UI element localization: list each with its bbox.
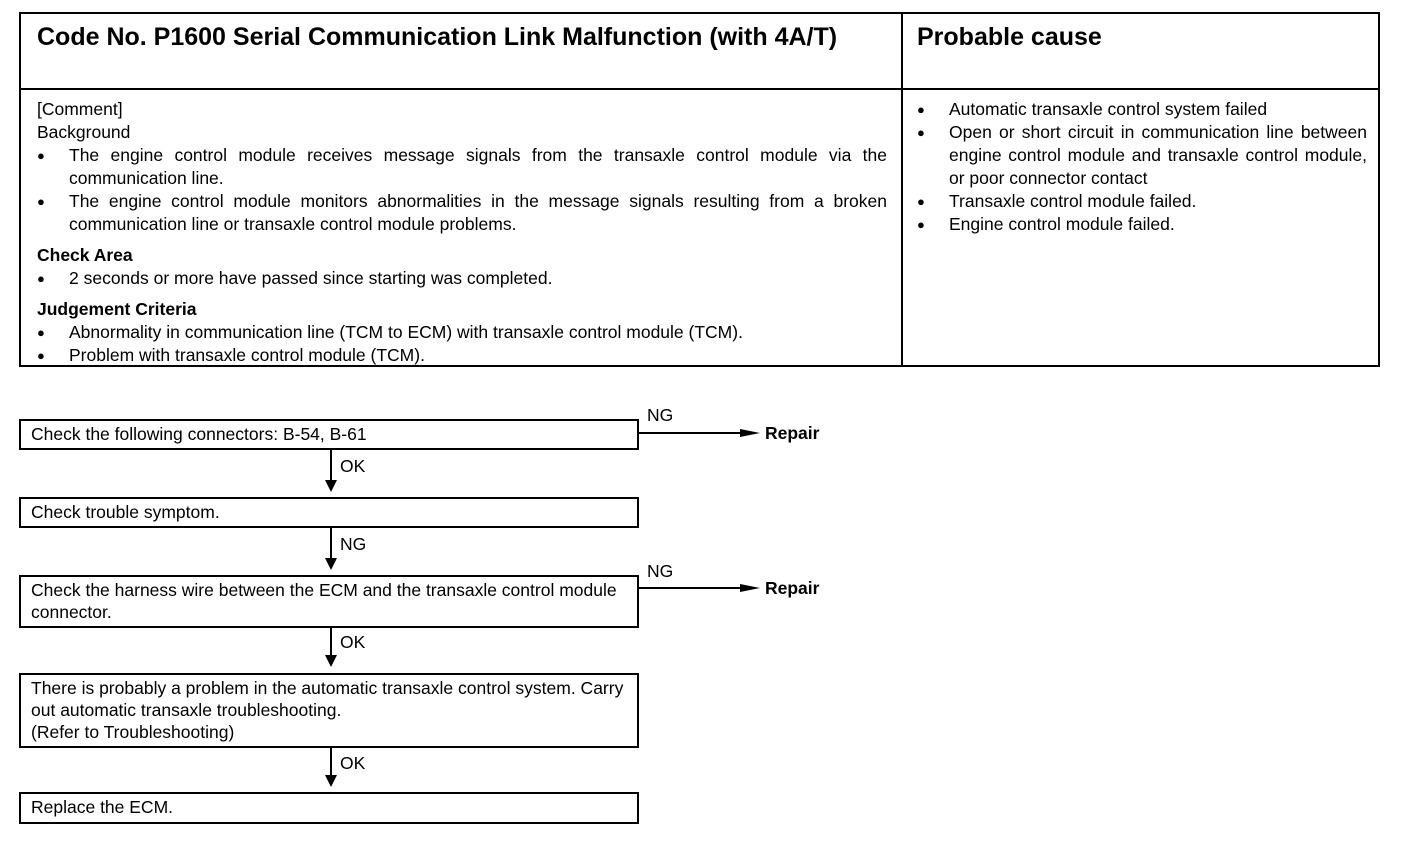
arrow-down-icon — [325, 655, 337, 667]
probable-cause-heading: Probable cause — [917, 23, 1102, 51]
comment-label: [Comment] — [37, 99, 123, 119]
arrow-right-icon — [740, 429, 760, 437]
flow-step-text: There is probably a problem in the automatic transaxle control system. Carry out automatic transaxle troubleshooting. — [31, 678, 624, 720]
flow-step-transaxle-troubleshooting — [19, 673, 639, 748]
repair-label: Repair — [765, 423, 820, 443]
check-area-heading: Check Area — [37, 245, 133, 265]
flow-step-text: Check the harness wire between the ECM and the transaxle control module connector. — [31, 580, 617, 622]
diagnosis-table — [19, 12, 1380, 367]
probable-cause-section — [917, 98, 1367, 236]
arrow-down-icon — [325, 558, 337, 570]
arrow-down-icon — [325, 480, 337, 492]
ng-label: NG — [647, 405, 674, 425]
flow-step-text: Check the following connectors: B-54, B-61 — [31, 424, 367, 444]
flow-step-reference: (Refer to Troubleshooting) — [31, 722, 235, 742]
flow-step-replace-ecm — [19, 792, 639, 824]
list-item: ● Transaxle control module failed. — [917, 190, 1367, 213]
flow-arrow-line — [639, 432, 744, 434]
list-item: ● 2 seconds or more have passed since starting was completed. — [37, 267, 887, 290]
list-item: ● Abnormality in communication line (TCM to ECM) with transaxle control module (TCM). — [37, 321, 887, 344]
background-list — [37, 144, 887, 236]
judgement-criteria-list — [37, 321, 887, 367]
flow-step-check-harness — [19, 575, 639, 628]
list-item: ● Open or short circuit in communication line between engine control module and transaxle control module, or poor connector contact — [917, 121, 1367, 190]
flow-step-check-connectors — [19, 419, 639, 450]
flow-step-text: Check trouble symptom. — [31, 502, 220, 522]
table-row-divider — [21, 88, 1378, 90]
code-title: Code No. P1600 Serial Communication Link Malfunction (with 4A/T) — [37, 23, 838, 51]
arrow-right-icon — [740, 584, 760, 592]
list-item: ● The engine control module monitors abnormalities in the message signals resulting from a broken communication line or transaxle control module problems. — [37, 190, 887, 236]
ok-label: OK — [340, 753, 366, 773]
flow-arrow-line — [330, 450, 332, 480]
flow-arrow-line — [330, 628, 332, 655]
table-column-divider — [901, 14, 903, 365]
check-area-list — [37, 267, 887, 290]
list-item: ● The engine control module receives message signals from the transaxle control module via the communication line. — [37, 144, 887, 190]
flow-step-check-symptom — [19, 497, 639, 528]
list-item: ● Engine control module failed. — [917, 213, 1367, 236]
list-item: ● Problem with transaxle control module (TCM). — [37, 344, 887, 367]
probable-cause-list — [917, 98, 1367, 236]
flow-arrow-line — [330, 748, 332, 775]
flow-step-text: Replace the ECM. — [31, 797, 174, 817]
flow-arrow-line — [639, 587, 744, 589]
flow-arrow-line — [330, 528, 332, 558]
ng-label: NG — [647, 561, 674, 581]
comment-section — [37, 98, 887, 367]
list-item: ● Automatic transaxle control system failed — [917, 98, 1367, 121]
ok-label: OK — [340, 632, 366, 652]
ng-label: NG — [340, 534, 367, 554]
judgement-criteria-heading: Judgement Criteria — [37, 299, 197, 319]
background-label: Background — [37, 122, 131, 142]
repair-label: Repair — [765, 578, 820, 598]
arrow-down-icon — [325, 775, 337, 787]
ok-label: OK — [340, 456, 366, 476]
